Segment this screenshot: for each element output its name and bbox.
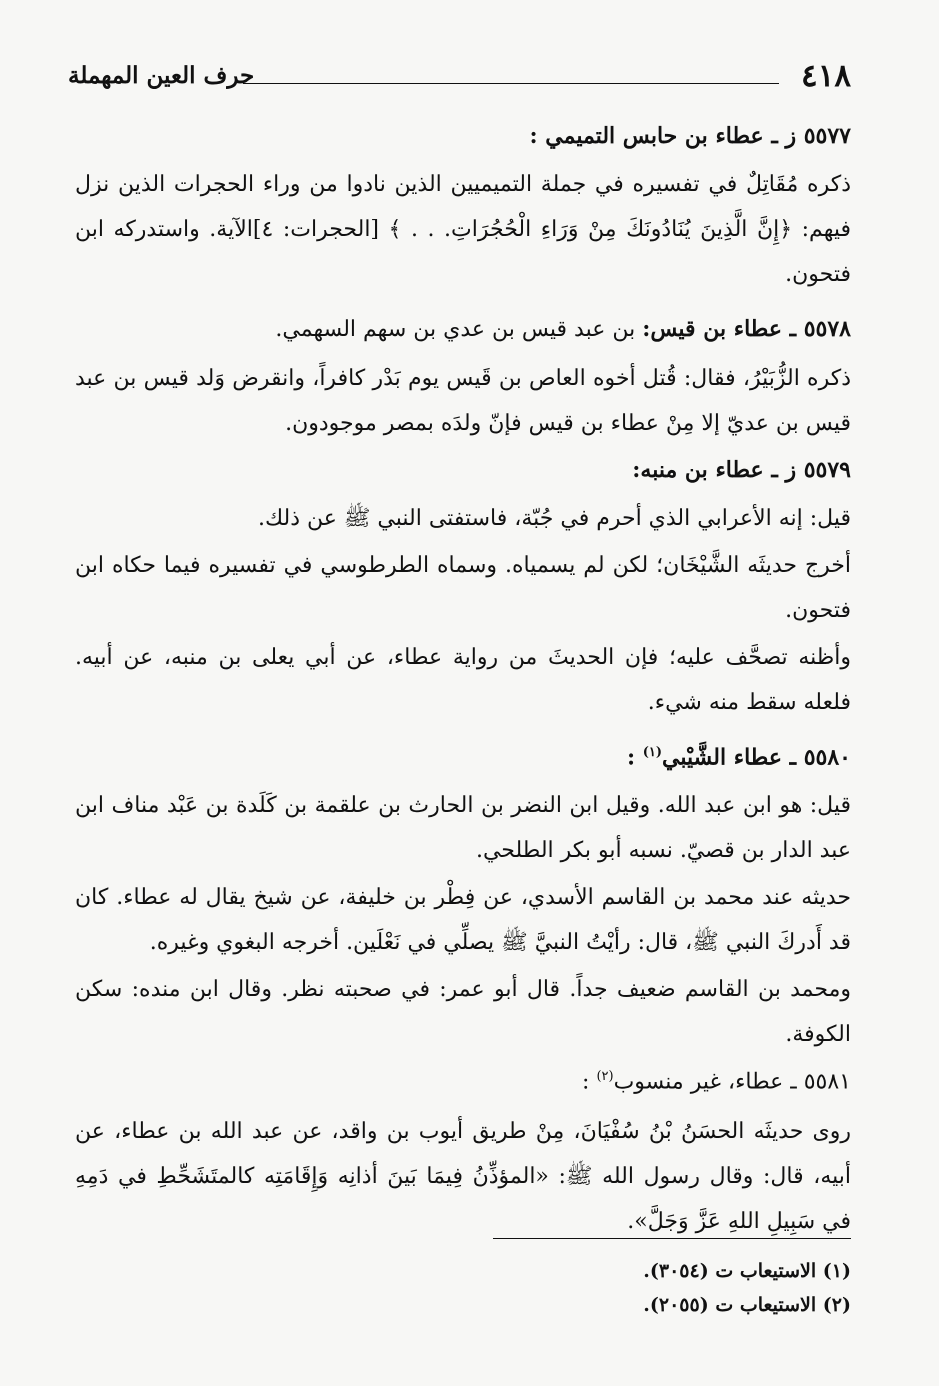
entry-paragraph: ومحمد بن القاسم ضعيف جداً. قال أبو عمر: في صحبته نظر. وقال ابن منده: سكن الكوفة. <box>75 977 851 1048</box>
footnote-item: (٢) الاستيعاب ت (٢٠٥٥). <box>643 1294 851 1316</box>
page-number: ٤١٨ <box>801 58 851 94</box>
page-header <box>68 58 851 98</box>
page-body <box>75 112 851 1246</box>
entry-paragraph: قيل: هو ابن عبد الله. وقيل ابن النضر بن الحارث بن علقمة بن كَلَدة بن عَبْد مناف ابن عبد الدار بن قصيّ. نسبه أبو بكر الطلحي. <box>75 793 851 864</box>
entry-title-5578 <box>75 311 851 348</box>
entry-paragraph: ذكره مُقَاتِلٌ في تفسيره في جملة التميميين الذين نادوا من وراء الحجرات الذين نزل فيهم: ﴿إِنَّ الَّذِينَ يُنَادُونَكَ مِنْ وَرَاءِ الْحُجُرَاتِ. . . ﴾ [الحجرات: ٤]الآية. واستدركه ابن فتحون. <box>75 172 851 287</box>
entry-paragraph: أخرج حديثَه الشَّيْخَان؛ لكن لم يسمياه. وسماه الطرطوسي في تفسيره فيما حكاه ابن فتحون. <box>75 553 851 623</box>
footnote-divider <box>493 1238 851 1239</box>
entry-title-end: : <box>626 744 643 771</box>
footnote-ref: (٢) <box>596 1069 614 1085</box>
entry-paragraph: حديثه عند محمد بن القاسم الأسدي، عن فِطْر بن خليفة، عن شيخ يقال له عطاء. كان قد أَدركَ النبي ﷺ، قال: رأيْتُ النبيَّ ﷺ يصلِّي في نَعْلَين. أخرجه البغوي وغيره. <box>75 885 851 956</box>
entry-title-main: ٥٥٧٨ ـ عطاء بن قيس: <box>642 316 851 342</box>
entry-title-main: ٥٥٨٠ ـ عطاء الشَّيْبي <box>662 744 851 771</box>
footnote-item: (١) الاستيعاب ت (٣٠٥٤). <box>643 1260 851 1282</box>
entry-title-end: : <box>582 1069 597 1095</box>
entry-paragraph: وأظنه تصحَّف عليه؛ فإن الحديثَ من رواية عطاء، عن أبي يعلى بن منبه، عن أبيه. فلعله سقط منه شيء. <box>75 645 851 715</box>
entry-paragraph: روى حديثَه الحسَنُ بْنُ سُفْيَانَ، مِنْ طريق أيوب بن واقد، عن عبد الله بن عطاء، عن أبيه، قال: وقال رسول الله ﷺ: «المؤذِّنُ فِيمَا بَينَ أذانِه وَإِقَامَتِه كالمتَشَحِّطِ في دَمِهِ في سَبِيلِ اللهِ عَزَّ وَجَلَّ». <box>75 1118 851 1234</box>
entry-title-sub: بن عبد قيس بن عدي بن سهم السهمي. <box>275 317 643 342</box>
footnotes <box>451 1254 851 1322</box>
entry-title-5579: ٥٥٧٩ ز ـ عطاء بن منبه: <box>632 457 851 483</box>
entry-paragraph: ذكره الزُّبَيْرُ، فقال: قُتل أخوه العاص بن قَيس يوم بَدْر كافراً، وانقرض وَلد قيس بن عبد قيس بن عديّ إلا مِنْ عطاء بن قيس فإنّ ولدَه بمصر موجودون. <box>75 366 851 436</box>
entry-title-main: ٥٥٨١ ـ عطاء، غير منسوب <box>613 1069 851 1095</box>
entry-title-5577: ٥٥٧٧ ز ـ عطاء بن حابس التميمي : <box>529 123 851 149</box>
entry-title-5581 <box>75 1059 851 1100</box>
entry-paragraph: قيل: إنه الأعرابي الذي أحرم في جُبّة، فاستفتى النبي ﷺ عن ذلك. <box>257 506 851 531</box>
footnote-ref: (١) <box>642 745 663 760</box>
header-rule <box>243 83 779 84</box>
chapter-title: حرف العين المهملة <box>68 62 255 89</box>
entry-title-5580 <box>75 735 851 775</box>
